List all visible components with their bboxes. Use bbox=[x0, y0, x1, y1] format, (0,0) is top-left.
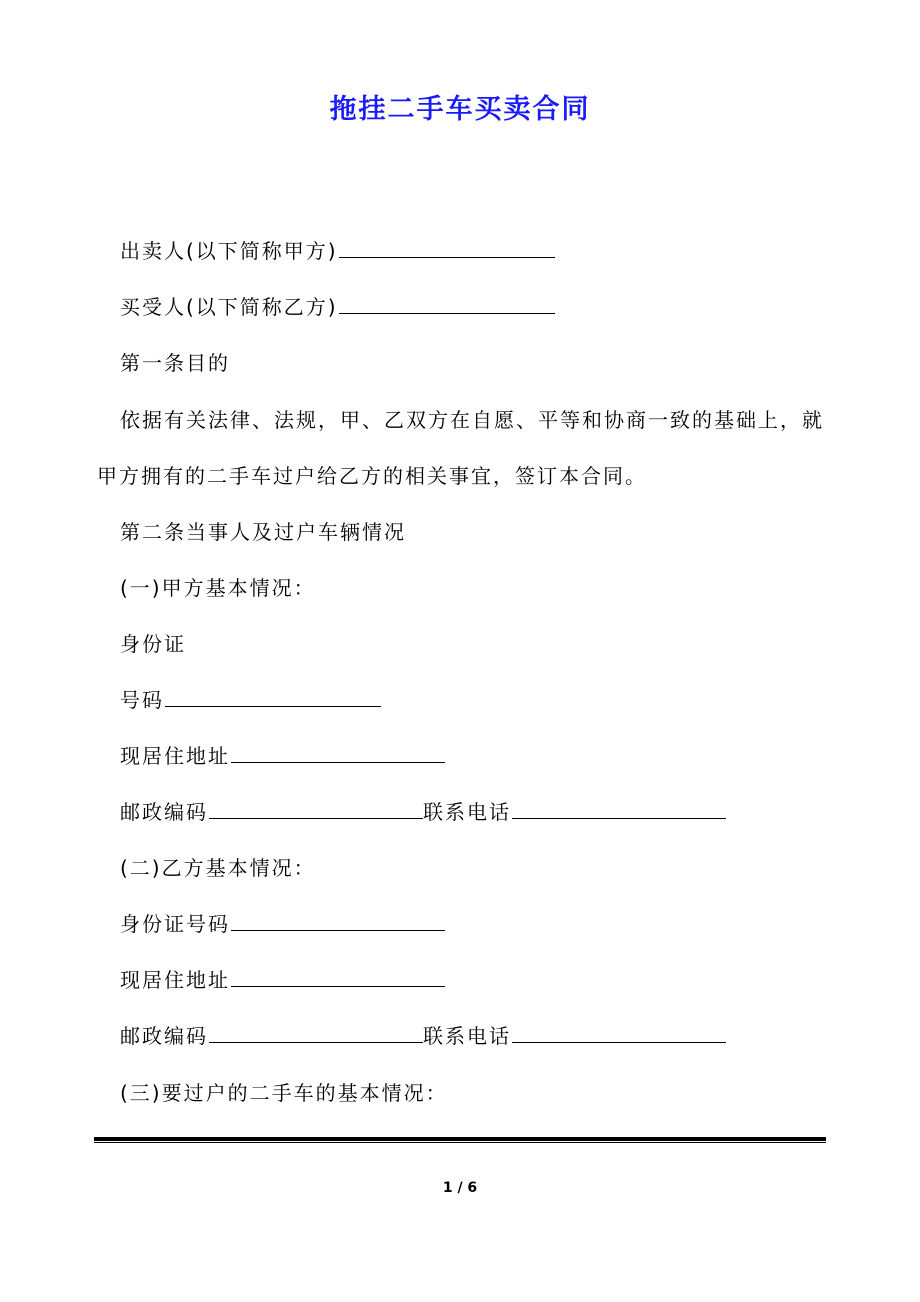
postal-blank-b[interactable] bbox=[209, 1024, 423, 1043]
footer-divider bbox=[94, 1137, 826, 1145]
address-blank-a[interactable] bbox=[231, 744, 445, 763]
page-number: 1 / 6 bbox=[442, 1180, 478, 1196]
id-card-label: 身份证 bbox=[120, 632, 186, 656]
postal-label-b: 邮政编码 bbox=[120, 1024, 208, 1048]
address-label-b: 现居住地址 bbox=[120, 968, 230, 992]
postal-phone-line-a bbox=[120, 797, 726, 827]
address-blank-b[interactable] bbox=[231, 968, 445, 987]
article-1-heading: 第一条目的 bbox=[120, 351, 230, 375]
buyer-line bbox=[120, 292, 555, 322]
seller-name-blank[interactable] bbox=[339, 239, 555, 258]
footer-divider-thin bbox=[94, 1142, 826, 1143]
address-line-b bbox=[120, 965, 445, 995]
id-number-blank-b[interactable] bbox=[231, 912, 445, 931]
vehicle-info-heading: (三)要过户的二手车的基本情况： bbox=[120, 1081, 448, 1105]
address-label-a: 现居住地址 bbox=[120, 744, 230, 768]
phone-blank-b[interactable] bbox=[512, 1024, 726, 1043]
document-title: 拖挂二手车买卖合同 bbox=[329, 94, 591, 125]
paragraph-1-line-1: 依据有关法律、法规，甲、乙双方在自愿、平等和协商一致的基础上，就 bbox=[120, 408, 824, 432]
seller-label: 出卖人(以下简称甲方) bbox=[120, 239, 338, 263]
article-2-heading: 第二条当事人及过户车辆情况 bbox=[120, 520, 406, 544]
postal-phone-line-b bbox=[120, 1021, 726, 1051]
paragraph-1-line-2: 甲方拥有的二手车过户给乙方的相关事宜，签订本合同。 bbox=[97, 464, 647, 488]
id-number-line-b bbox=[120, 909, 445, 939]
phone-label-b: 联系电话 bbox=[423, 1024, 511, 1048]
party-b-info-heading: (二)乙方基本情况： bbox=[120, 856, 316, 880]
id-number-blank-a[interactable] bbox=[165, 688, 381, 707]
id-number-label-b: 身份证号码 bbox=[120, 912, 230, 936]
phone-blank-a[interactable] bbox=[512, 800, 726, 819]
address-line-a bbox=[120, 741, 445, 771]
postal-blank-a[interactable] bbox=[209, 800, 423, 819]
buyer-name-blank[interactable] bbox=[339, 295, 555, 314]
footer-divider-thick bbox=[94, 1137, 826, 1141]
seller-line bbox=[120, 236, 555, 266]
party-a-info-heading: (一)甲方基本情况： bbox=[120, 576, 316, 600]
id-number-line-a bbox=[120, 685, 381, 715]
id-number-label: 号码 bbox=[120, 688, 164, 712]
phone-label-a: 联系电话 bbox=[423, 800, 511, 824]
postal-label-a: 邮政编码 bbox=[120, 800, 208, 824]
buyer-label: 买受人(以下简称乙方) bbox=[120, 295, 338, 319]
